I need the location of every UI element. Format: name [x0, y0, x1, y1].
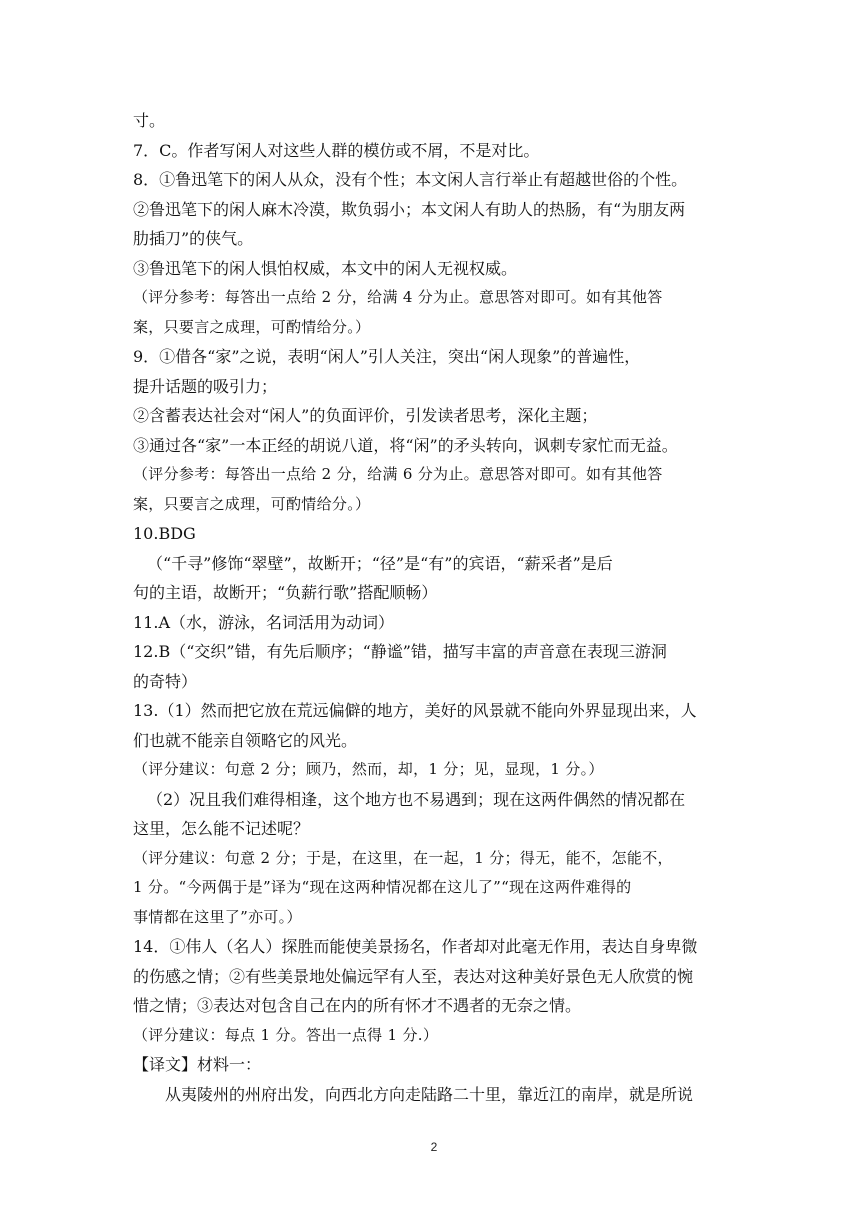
answer-14: 14．①伟人（名人）探胜而能使美景扬名，作者却对此毫无作用，表达自身卑微 [133, 937, 698, 956]
text-line: 寸。 [133, 111, 166, 130]
scoring-note: （评分建议：句意 2 分；顾乃，然而，却，1 分；见，显现，1 分。） [133, 760, 604, 778]
text-line: 句的主语，故断开；“负薪行歌”搭配顺畅） [133, 583, 438, 602]
answer-8-point-3: ③鲁迅笔下的闲人惧怕权威，本文中的闲人无视权威。 [133, 258, 518, 278]
text-line: 肋插刀”的侠气。 [133, 229, 254, 248]
text-line: 提升话题的吸引力； [133, 376, 278, 396]
answer-13-part-2: （2）况且我们难得相逢，这个地方也不易遇到；现在这两件偶然的情况都在 [147, 789, 686, 809]
answer-11: 11.A（水，游泳，名词活用为动词） [133, 612, 395, 632]
answer-8-point-1: 8．①鲁迅笔下的闲人从众，没有个性；本文闲人言行举止有超越世俗的个性。 [133, 170, 688, 189]
answer-12: 12.B（“交织”错，有先后顺序；“静谧”错，描写丰富的声音意在表现三游洞 [133, 642, 667, 661]
answer-8-point-2: ②鲁迅笔下的闲人麻木冷漠，欺负弱小；本文闲人有助人的热肠，有“为朋友两 [133, 199, 686, 219]
text-line: 惜之情；③表达对包含自己在内的所有怀才不遇者的无奈之情。 [133, 996, 582, 1015]
answer-9-point-2: ②含蓄表达社会对“闲人”的负面评价，引发读者思考，深化主题； [133, 406, 598, 425]
scoring-note: 1 分。“今两偶于是”译为“现在这两种情况都在这儿了”“现在这两件难得的 [133, 878, 632, 896]
answer-text-body [133, 106, 745, 1109]
answer-7: 7．C。作者写闲人对这些人群的模仿或不屑，不是对比。 [133, 140, 540, 160]
scoring-note: （评分参考：每答出一点给 2 分，给满 4 分为止。意思答对即可。如有其他答 [133, 288, 663, 306]
text-line: 的伤感之情；②有些美景地处偏远罕有人至，表达对这种美好景色无人欣赏的惋 [133, 966, 694, 986]
translation-text: 从夷陵州的州府出发，向西北方向走陆路二十里，靠近江的南岸，就是所说 [165, 1084, 694, 1104]
text-line: 这里，怎么能不记述呢？ [133, 819, 310, 838]
text-line: 的奇特） [133, 671, 198, 691]
scoring-note: 案，只要言之成理，可酌情给分。） [133, 317, 371, 336]
scoring-note: （评分建议：每点 1 分。答出一点得 1 分.） [133, 1025, 439, 1044]
translation-heading: 【译文】材料一： [133, 1055, 262, 1074]
answer-13-part-1: 13.（1）然而把它放在荒远偏僻的地方，美好的风景就不能向外界显现出来，人 [133, 701, 697, 720]
scoring-note: 事情都在这里了”亦可。） [133, 907, 302, 926]
text-line: 们也就不能亲自领略它的风光。 [133, 730, 358, 750]
page-number: 2 [430, 1140, 438, 1154]
scoring-note: （评分参考：每答出一点给 2 分，给满 6 分为止。意思答对即可。如有其他答 [133, 465, 663, 483]
scoring-note: 案，只要言之成理，可酌情给分。） [133, 494, 371, 513]
answer-9-point-1: 9．①借各“家”之说，表明“闲人”引人关注，突出“闲人现象”的普遍性， [133, 347, 641, 366]
scoring-note: （评分建议：句意 2 分；于是，在这里，在一起，1 分；得无，能不，怎能不， [133, 848, 673, 867]
answer-10: 10.BDG [133, 524, 196, 543]
answer-9-point-3: ③通过各“家”一本正经的胡说八道，将“闲”的矛头转向，讽刺专家忙而无益。 [133, 435, 678, 455]
answer-10-explanation: （“千寻”修饰“翠壁”，故断开；“径”是“有”的宾语，“薪采者”是后 [147, 553, 613, 573]
